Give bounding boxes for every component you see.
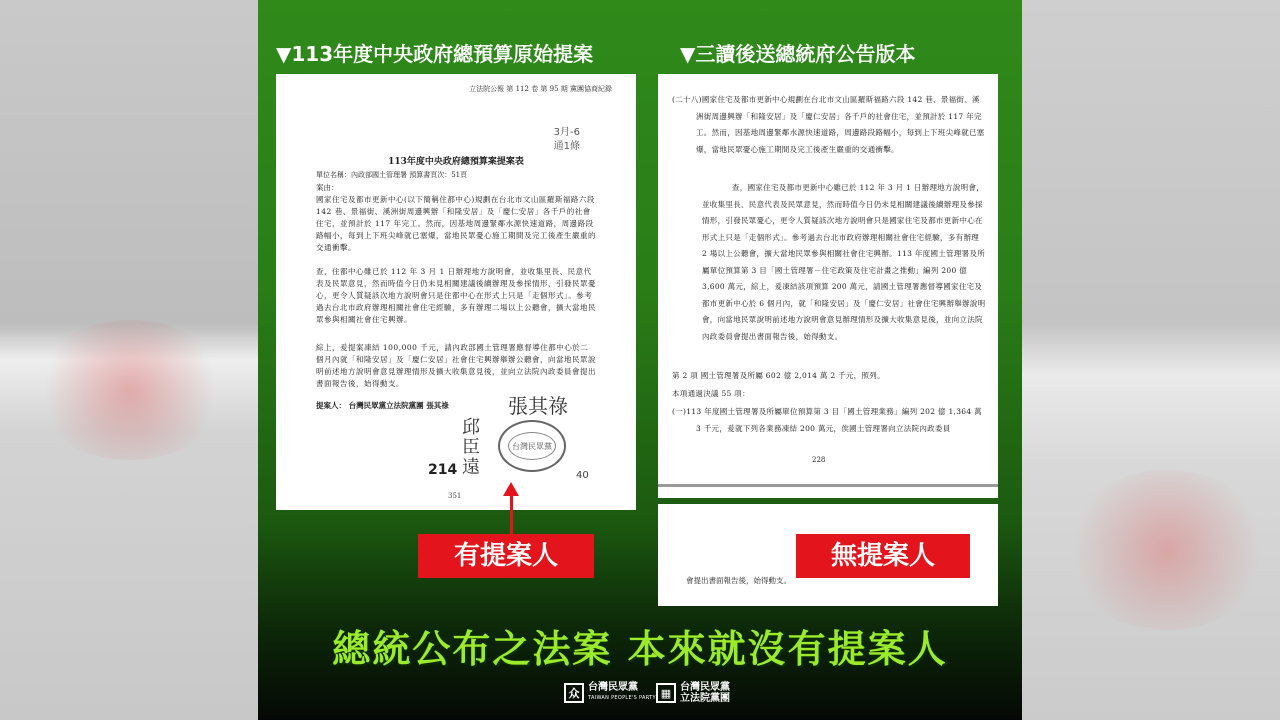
slogan: 總統公布之法案 本來就沒有提案人	[332, 627, 948, 671]
caucus-name-line1: 台灣民眾黨	[680, 682, 730, 693]
proposal-paragraph-2: 查，住都中心雖已於 112 年 3 月 1 日辦理地方說明會，並收集里長、民意代表及民眾意見，然而時值今日仍未見相關建議後續辦理及參採情形，引發民眾憂心，更令人質疑該次地方說明會只是住都中心在形式上只是「走個形式」。參考過去台北市政府辦理相關社會住宅經驗，多有辦理二場以上公聽會，擴大當地民眾參與相關社會住宅興辦。	[316, 267, 596, 324]
arrow-up-icon	[503, 482, 519, 496]
seal-text: 台灣民眾黨	[508, 432, 556, 460]
reason-label: 案由：	[316, 183, 339, 192]
published-version-heading: ▼三讀後送總統府公告版本	[680, 42, 916, 66]
gazette-header: 立法院公報 第 112 卷 第 95 期 黨團協商紀錄	[469, 85, 612, 93]
arrow-shaft	[510, 494, 513, 536]
resolution-paragraph-2: 查，國家住宅及都市更新中心雖已於 112 年 3 月 1 日辦理地方說明會，並收集里長、民意代表及民眾意見，然而時值今日仍未見相關建議後續辦理及參採情形，引發民眾憂心，更令人質疑該次地方說明會只是國家住宅及都市更新中心在形式上只是「走個形式」。參考過去台北市政府辦理相關社會住宅經驗，多有辦理 2 場以上公聽會，擴大當地民眾參與相關社會住宅興辦。113 年度國土管理署及所屬單位預算第 3 目「國土管理署－住宅政策及住宅計畫之推動」編列 200 億 3,600 萬元，綜上，爰凍結該項預算 200 萬元，請國土管理署應督導國家住宅及都市更新中心於 6 個月內，就「和隆安居」及「慶仁安居」社會住宅興辦舉辦說明會，向當地民眾說明前述地方說明會意見辦理情形及擴大收集意見後，並向立法院內政委員會提出書面報告後，始得動支。	[702, 183, 986, 341]
unit-name-line: 單位名稱：內政部國土管理署 預算書頁次：51頁	[316, 171, 468, 179]
proposal-form-title: 113年度中央政府總預算案提案表	[388, 157, 524, 167]
right-blurred-shape	[1062, 470, 1272, 630]
page-number: 351	[448, 492, 462, 500]
caucus-seal-stamp	[498, 420, 566, 472]
party-logo	[564, 682, 656, 704]
proposal-paragraph-3: 綜上，爰提案凍結 100,000 千元，請內政部國土管理署應督導住都中心於二個月內就「和隆安居」及「慶仁安居」社會住宅興辦舉辦公聽會，向當地民眾說明前述地方說明會意見辦理情形及擴大收集意見後，並向立法院內政委員會提出書面報告後，始得動支。	[316, 343, 596, 388]
right-blurred-background	[1022, 0, 1280, 720]
cosigner-signature: 邱 臣 遠	[462, 417, 480, 478]
page-divider	[658, 484, 998, 487]
left-blurred-background	[0, 0, 258, 720]
handwritten-number: 214	[428, 462, 458, 478]
left-blurred-shape	[30, 320, 230, 460]
item-2-line: 第 2 項 國土管理署及所屬 602 億 2,014 萬 2 千元，照列。	[672, 371, 885, 380]
published-version-document	[658, 74, 998, 498]
resolutions-count-line: 本項通過決議 55 項：	[672, 389, 750, 398]
proposer-line: 提案人： 台灣民眾黨立法院黨團 張其祿	[316, 401, 449, 410]
has-proposer-label: 有提案人	[418, 534, 594, 578]
handwritten-note: 3月-6 通1條	[553, 127, 580, 152]
continuation-line: 會提出書面報告後，始得動支。	[686, 576, 791, 585]
caucus-logo-icon: ▦	[656, 683, 676, 703]
original-proposal-heading: ▼113年度中央政府總預算原始提案	[276, 42, 594, 66]
page-number: 228	[812, 456, 826, 464]
resolution-item-1: (一)113 年度國土管理署及所屬單位預算第 3 目「國土管理業務」編列 202 億 1,364 萬 3 千元，爰就下列各業務凍結 200 萬元，俟國土管理署向立法院內政委員	[672, 407, 982, 433]
footer-logos	[258, 682, 1022, 706]
caucus-logo	[656, 682, 730, 704]
no-proposer-label: 無提案人	[796, 534, 970, 578]
party-name: 台灣民眾黨	[588, 682, 638, 693]
proposer-signature: 張其祿	[508, 394, 568, 418]
original-proposal-document	[276, 74, 636, 510]
proposal-paragraph-1: 國家住宅及都市更新中心(以下簡稱住都中心)規劃在台北市文山區羅斯福路六段 142 巷、景福街、溪洲街周邊興辦「和隆安居」及「慶仁安居」各千戶的社會住宅，並預計於 117 年完工。然而，因基地周邊緊鄰水源快速道路，周邊路段路幅小，每到上下班尖峰就已塞爆，當地民眾憂心施工期間及完工後產生嚴重的交通衝擊。	[316, 195, 596, 252]
resolution-paragraph-1: (二十八)國家住宅及都市更新中心規劃在台北市文山區羅斯福路六段 142 巷、景福街、溪洲街周邊興辦「和隆安居」及「慶仁安居」各千戶的社會住宅，並預計於 117 年完工。然而，因基地周邊緊鄰水源快速道路，周邊路段路幅小，每到上下班尖峰就已塞爆，當地民眾憂心施工期間及完工後產生嚴重的交通衝擊。	[672, 95, 985, 154]
comparison-poster	[258, 0, 1022, 720]
party-logo-icon: 众	[564, 683, 584, 703]
handwritten-page: 40	[576, 470, 589, 481]
caucus-name-line2: 立法院黨團	[680, 693, 730, 704]
party-english-name: TAIWAN PEOPLE'S PARTY	[588, 695, 656, 701]
